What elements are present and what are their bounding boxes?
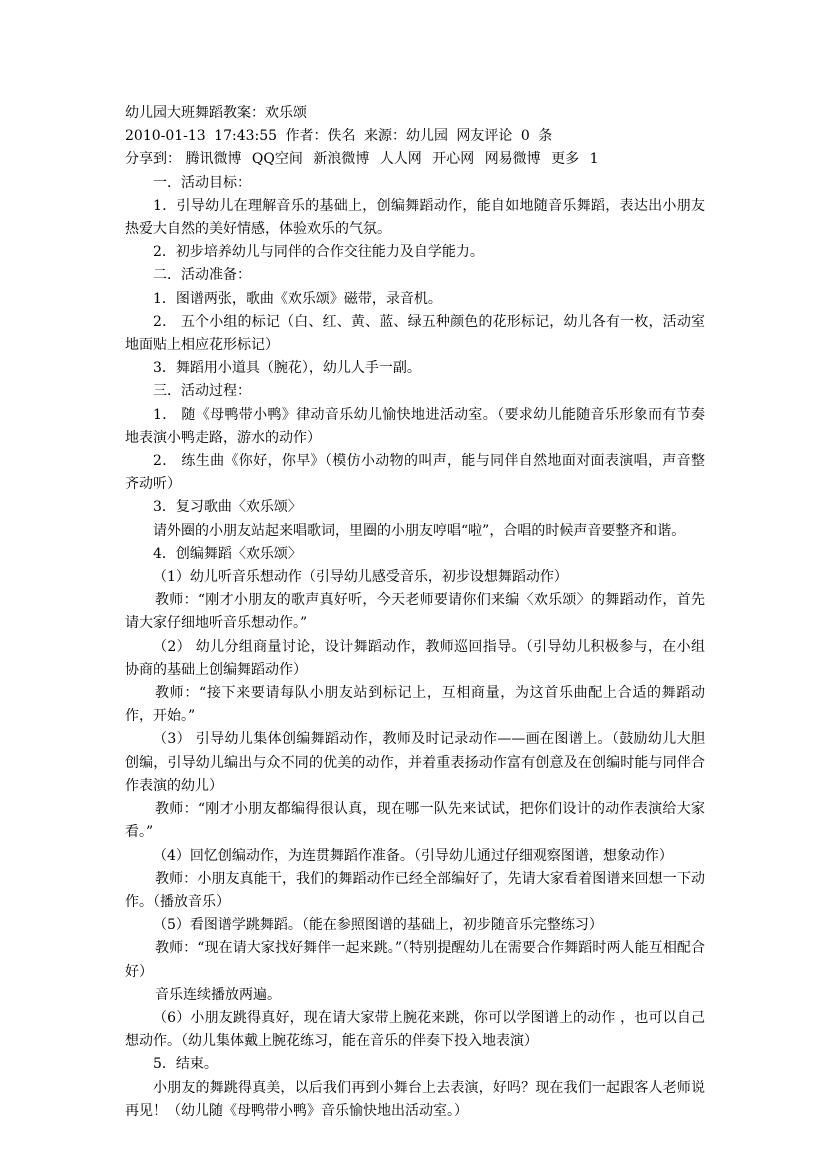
share-link-netease-weibo[interactable]: 网易微博 [484,151,541,168]
section-heading-goals: 一．活动目标： [153,174,251,191]
paragraph: 1．图谱两张，歌曲《欢乐颂》磁带，录音机。 [153,290,442,307]
paragraph: （4）回忆创编动作，为连贯舞蹈作准备。（引导幼儿通过仔细观察图谱，想象动作） [153,847,673,864]
paragraph: 2． 五个小组的标记（白、红、黄、蓝、绿五种颜色的花形标记，幼儿各有一枚，活动室地面贴上相应花形标记） [125,313,705,354]
paragraph: 4．创编舞蹈〈欢乐颂〉 [153,545,302,562]
paragraph: 音乐连续播放两遍。 [155,986,281,1003]
paragraph: 2． 练生曲《你好，你早》（模仿小动物的叫声，能与同伴自然地面对面表演唱，声音整齐动听） [125,453,705,493]
paragraph: 教师：小朋友真能干，我们的舞蹈动作已经全部编好了，先请大家看着图谱来回想一下动作。（播放音乐） [125,870,705,910]
paragraph: 小朋友的舞跳得真美，以后我们再到小舞台上去表演，好吗？现在我们一起跟客人老师说再见！（幼儿随《母鸭带小鸭》音乐愉快地出活动室。） [125,1079,705,1119]
paragraph: 5．结束。 [153,1056,218,1073]
paragraph: 教师：“刚才小朋友的歌声真好听，今天老师要请你们来编〈欢乐颂〉的舞蹈动作，首先请大家仔细地听音乐想动作。” [125,592,705,632]
section-heading-preparation: 二．活动准备： [153,267,251,284]
paragraph: （5）看图谱学跳舞蹈。（能在参照图谱的基础上，初步随音乐完整练习） [153,917,603,934]
share-label: 分享到： [125,151,181,168]
page-title: 幼儿园大班舞蹈教案：欢乐颂 [125,105,307,121]
share-count: 1 [589,151,599,168]
article-meta: 2010-01-13 17:43:55 作者：佚名 来源：幼儿园 网友评论 0 条 [125,128,553,145]
paragraph: （3） 引导幼儿集体创编舞蹈动作，教师及时记录动作——画在图谱上。（鼓励幼儿大胆创编，引导幼儿编出与众不同的优美的动作，并着重表扬动作富有创意及在创编时能与同伴合作表演的幼儿） [125,731,705,794]
share-link-tencent-weibo[interactable]: 腾讯微博 [185,151,242,168]
paragraph: 1．引导幼儿在理解音乐的基础上，创编舞蹈动作，能自如地随音乐舞蹈，表达出小朋友热爱大自然的美好情感，体验欢乐的气氛。 [125,197,705,238]
paragraph: 教师：“现在请大家找好舞伴一起来跳。”（特别提醒幼儿在需要合作舞蹈时两人能互相配合好） [125,940,705,980]
paragraph: 教师：“刚才小朋友都编得很认真，现在哪一队先来试试，把你们设计的动作表演给大家看。” [125,801,705,841]
share-bar [125,148,705,171]
paragraph: 请外圈的小朋友站起来唱歌词，里圈的小朋友哼唱“啦”，合唱的时候声音要整齐和谐。 [153,522,686,539]
paragraph: （2） 幼儿分组商量讨论，设计舞蹈动作，教师巡回指导。（引导幼儿积极参与，在小组协商的基础上创编舞蹈动作） [125,638,705,678]
section-heading-process: 三．活动过程： [153,383,251,400]
share-link-sina-weibo[interactable]: 新浪微博 [313,151,370,168]
paragraph: 3．复习歌曲〈欢乐颂〉 [153,499,302,516]
share-link-renren[interactable]: 人人网 [379,151,422,168]
paragraph: 1． 随《母鸭带小鸭》律动音乐幼儿愉快地进活动室。（要求幼儿能随音乐形象而有节奏地表演小鸭走路，游水的动作） [125,406,705,446]
paragraph: （6）小朋友跳得真好，现在请大家带上腕花来跳，你可以学图谱上的动作 ，也可以自己想动作。（幼儿集体戴上腕花练习，能在音乐的伴奏下投入地表演） [125,1009,705,1050]
share-link-kaixin[interactable]: 开心网 [432,151,475,168]
paragraph: 2．初步培养幼儿与同伴的合作交往能力及自学能力。 [153,244,484,261]
article [125,102,705,1123]
paragraph: （1）幼儿听音乐想动作（引导幼儿感受音乐，初步设想舞蹈动作） [153,569,568,586]
share-link-qzone[interactable]: QQ空间 [251,151,303,168]
paragraph: 3．舞蹈用小道具（腕花），幼儿人手一副。 [153,360,421,377]
share-link-more[interactable]: 更多 [551,151,580,168]
paragraph: 教师：“接下来要请每队小朋友站到标记上，互相商量，为这首乐曲配上合适的舞蹈动作，开始。” [125,685,705,725]
